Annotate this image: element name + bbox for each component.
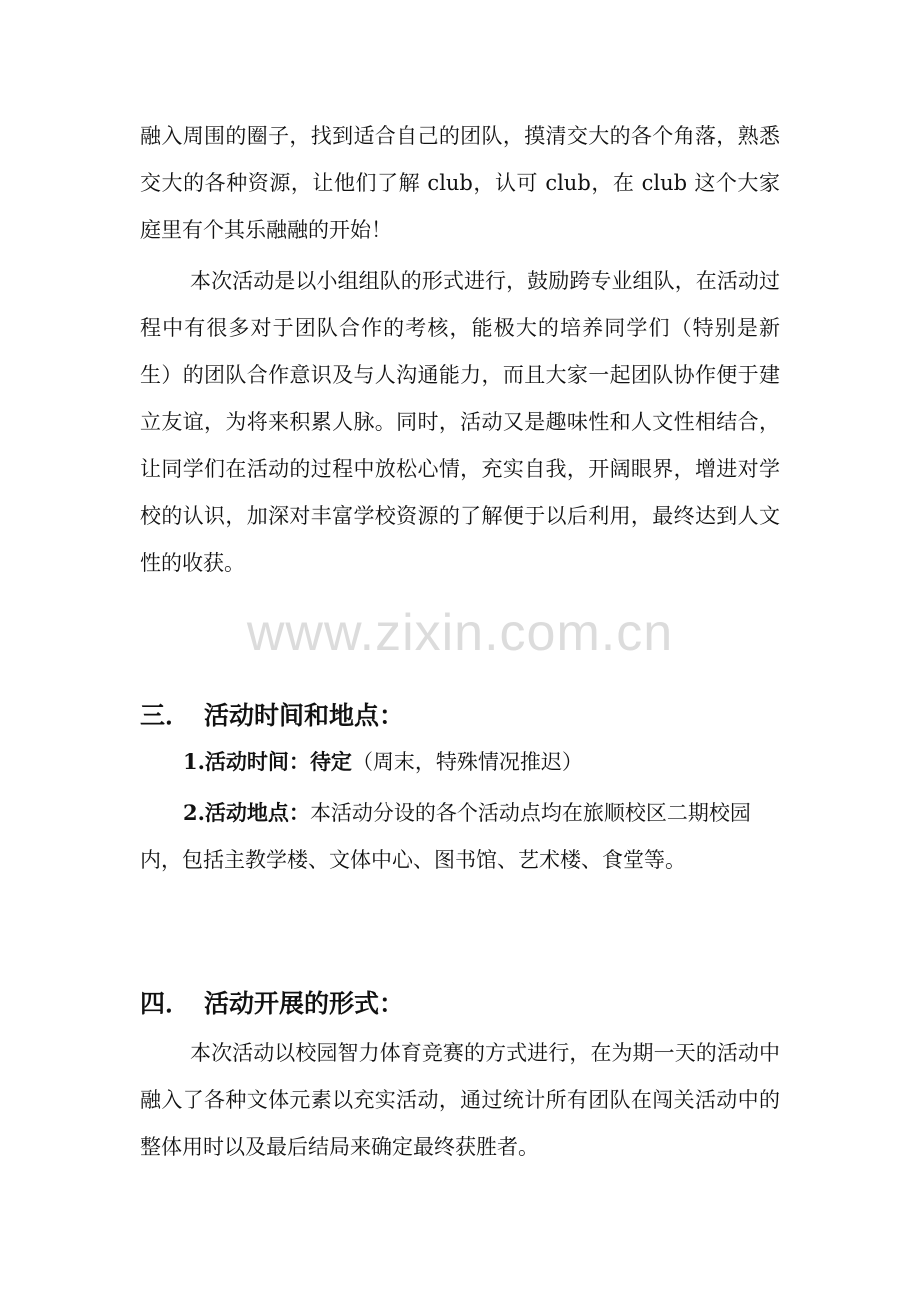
section-3-title: 活动时间和地点：: [204, 701, 405, 730]
paragraph-activity-form: 本次活动以校园智力体育竞赛的方式进行，在为期一天的活动中融入了各种文体元素以充实活动，通过统计所有团队在闯关活动中的整体用时以及最后结局来确定最终获胜者。: [140, 1041, 780, 1159]
section-3-heading: [140, 696, 780, 736]
activity-time-value: 待定: [309, 749, 352, 774]
section-4-number: 四．: [140, 989, 191, 1018]
section-3-number: 三．: [140, 701, 191, 730]
section-4-title: 活动开展的形式：: [204, 989, 405, 1018]
activity-time-note: （周末，特殊情况推迟）: [351, 750, 583, 774]
watermark-text: www.zixin.com.cn: [246, 604, 674, 662]
activity-place-label: 2.活动地点：: [183, 800, 310, 825]
activity-place-item: [140, 789, 790, 884]
activity-place-text: 本活动分设的各个活动点均在旅顺校区二期校园内，包括主教学楼、文体中心、图书馆、艺术楼、食堂等。: [140, 801, 751, 872]
paragraph-activity-purpose: 本次活动是以小组组队的形式进行，鼓励跨专业组队，在活动过程中有很多对于团队合作的考核，能极大的培养同学们（特别是新生）的团队合作意识及与人沟通能力，而且大家一起团队协作便于建立友谊，为将来积累人脉。同时，活动又是趣味性和人文性相结合，让同学们在活动的过程中放松心情，充实自我，开阔眼界，增进对学校的认识，加深对丰富学校资源的了解便于以后利用，最终达到人文性的收获。: [140, 269, 780, 575]
section-4-heading: [140, 984, 780, 1024]
paragraph-club-intro: 融入周围的圈子，找到适合自己的团队，摸清交大的各个角落，熟悉交大的各种资源，让他们了解 club，认可 club，在 club 这个大家庭里有个其乐融融的开始！: [140, 124, 780, 242]
activity-time-label: 1.活动时间：: [183, 749, 310, 774]
activity-time-item: [140, 738, 790, 786]
